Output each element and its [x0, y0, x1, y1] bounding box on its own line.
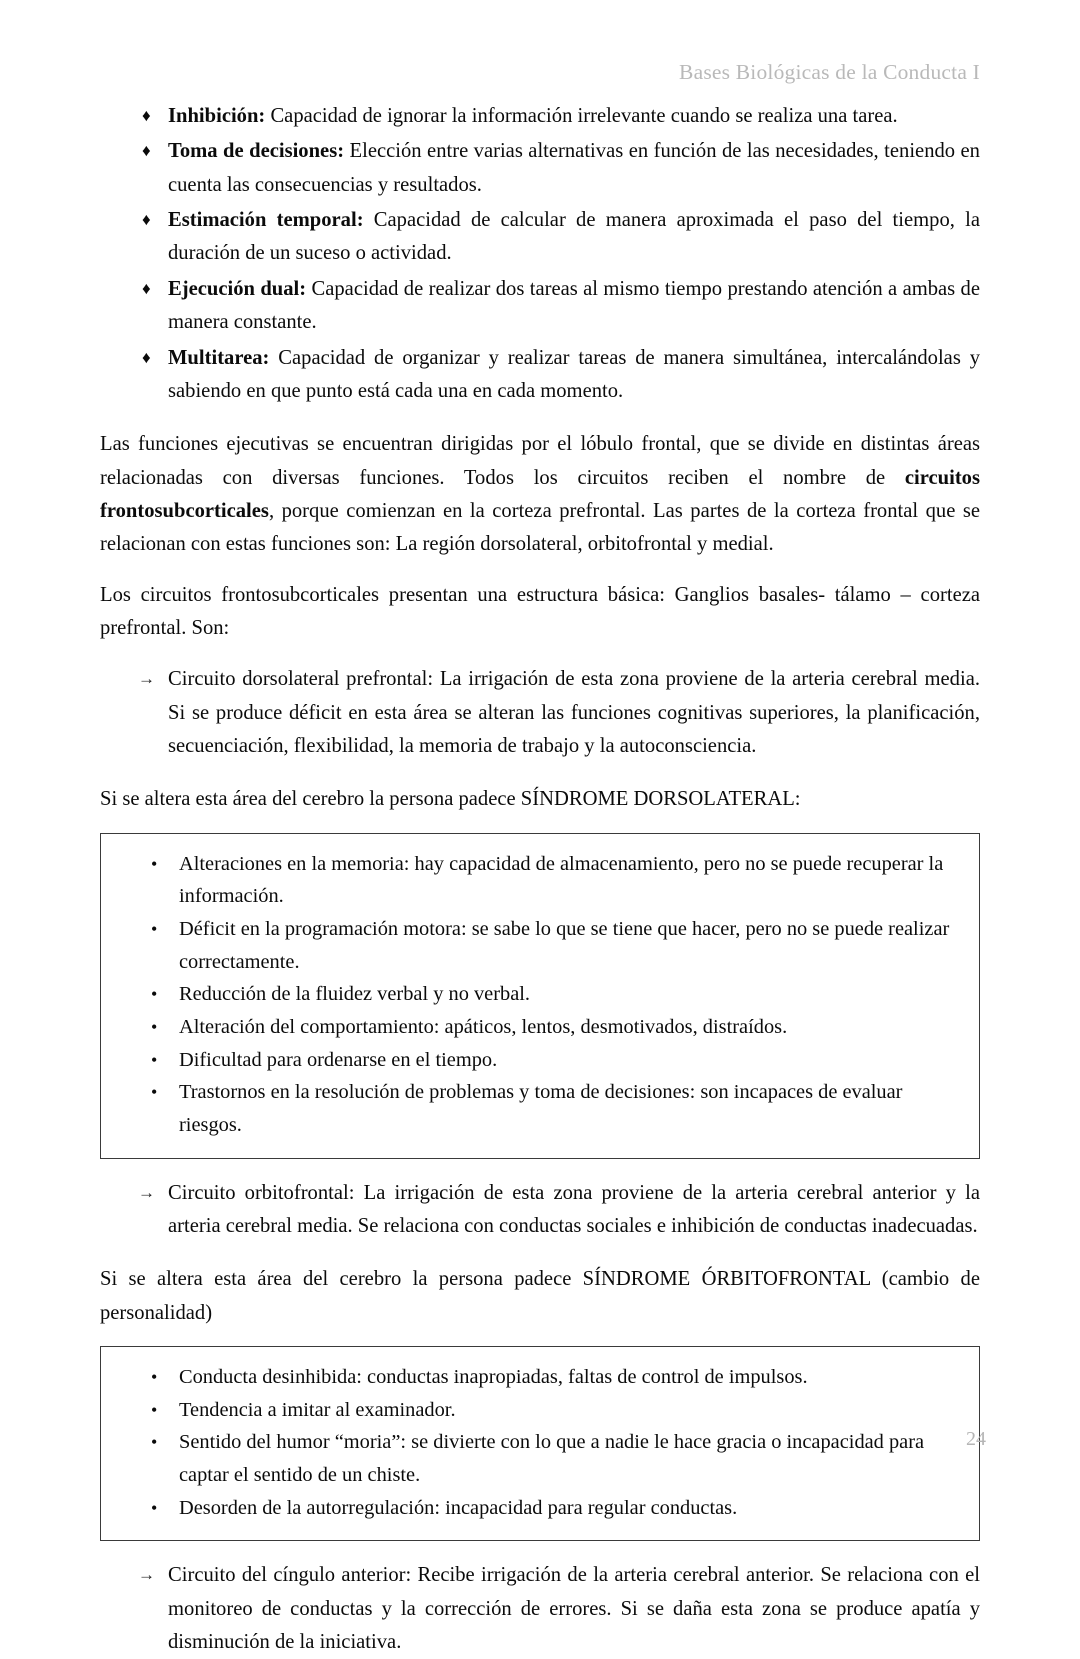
round-bullet-icon: • [151, 1497, 158, 1518]
page-number: 24 [966, 1428, 986, 1450]
arrow-bullet-icon: → [138, 1565, 155, 1585]
orbitofrontal-syndrome-box [100, 1346, 980, 1541]
circuit-list-cingulate [100, 1559, 980, 1659]
list-item-term: Ejecución dual: [168, 277, 307, 300]
list-item [100, 663, 980, 763]
round-bullet-icon: • [151, 853, 158, 874]
list-item [100, 273, 980, 340]
paragraph-dorsolateral-intro: Si se altera esta área del cerebro la persona padece SÍNDROME DORSOLATERAL: [100, 788, 801, 811]
paragraph-orbitofrontal-intro: Si se altera esta área del cerebro la persona padece SÍNDROME ÓRBITOFRONTAL (cambio de personalidad) [100, 1268, 980, 1324]
list-item [100, 342, 980, 409]
list-item [101, 1361, 961, 1394]
round-bullet-icon: • [151, 1399, 158, 1420]
circuit-list-orbitofrontal [100, 1177, 980, 1244]
list-item-term: Toma de decisiones: [168, 140, 345, 163]
symptom-text: Sentido del humor “moria”: se divierte con lo que a nadie le hace gracia o incapacidad para captar el sentido de un chiste. [179, 1431, 925, 1486]
list-item [101, 1011, 961, 1044]
circuit-description: Circuito dorsolateral prefrontal: La irrigación de esta zona proviene de la arteria cerebral media. Si se produce déficit en esta área se alteran las funciones cognitivas superiores, la planificación, secuenciación, flexibilidad, la memoria de trabajo y la autoconsciencia. [168, 668, 980, 758]
dorsolateral-symptom-list [101, 848, 961, 1142]
running-header: Bases Biológicas de la Conducta I [679, 60, 980, 84]
paragraph-basic-structure: Los circuitos frontosubcorticales presentan una estructura básica: Ganglios basales- tálamo – corteza prefrontal. Son: [100, 583, 980, 640]
list-item-definition: Capacidad de realizar dos tareas al mismo tiempo prestando atención a ambas de manera constante. [168, 277, 980, 334]
paragraph-text-part1: Las funciones ejecutivas se encuentran dirigidas por el lóbulo frontal, que se divide en distintas áreas relacionadas con diversas funciones. Todos los circuitos reciben el nombre de [100, 433, 980, 489]
list-item [101, 1426, 961, 1491]
paragraph-text-part2: , porque comienzan en la corteza prefrontal. Las partes de la corteza frontal que se relacionan con estas funciones son: La región dorsolateral, orbitofrontal y medial. [100, 499, 980, 556]
list-item [100, 1177, 980, 1244]
executive-functions-list [100, 100, 980, 408]
round-bullet-icon: • [151, 1017, 158, 1038]
list-item [101, 913, 961, 978]
diamond-bullet-icon: ♦ [142, 141, 151, 161]
round-bullet-icon: • [151, 1049, 158, 1070]
page-content [100, 100, 980, 1659]
symptom-text: Déficit en la programación motora: se sabe lo que se tiene que hacer, pero no se puede realizar correctamente. [179, 918, 950, 973]
round-bullet-icon: • [151, 1432, 158, 1453]
orbitofrontal-symptom-list [101, 1361, 961, 1524]
circuit-list-dorsolateral [100, 663, 980, 763]
circuit-description: Circuito del cíngulo anterior: Recibe irrigación de la arteria cerebral anterior. Se relaciona con el monitoreo de conductas y la corrección de errores. Si se daña esta zona se produce apatía y disminución de la iniciativa. [168, 1564, 980, 1653]
list-item [100, 100, 980, 133]
round-bullet-icon: • [151, 1367, 158, 1388]
arrow-bullet-icon: → [138, 669, 155, 689]
symptom-text: Trastornos en la resolución de problemas y toma de decisiones: son incapaces de evaluar riesgos. [179, 1081, 903, 1136]
list-item-definition: Capacidad de ignorar la información irrelevante cuando se realiza una tarea. [265, 105, 898, 127]
diamond-bullet-icon: ♦ [142, 347, 151, 367]
list-item-definition: Capacidad de organizar y realizar tareas de manera simultánea, intercalándolas y sabiendo en que punto está cada una en cada momento. [168, 346, 980, 402]
list-item-definition: Elección entre varias alternativas en función de las necesidades, teniendo en cuenta las consecuencias y resultados. [168, 140, 980, 196]
list-item [100, 135, 980, 202]
diamond-bullet-icon: ♦ [142, 210, 151, 230]
paragraph-frontal-lobe [100, 428, 980, 561]
round-bullet-icon: • [151, 919, 158, 940]
diamond-bullet-icon: ♦ [142, 278, 151, 298]
symptom-text: Desorden de la autorregulación: incapacidad para regular conductas. [179, 1496, 738, 1519]
list-item [101, 1492, 961, 1525]
list-item [101, 848, 961, 913]
list-item-term: Inhibición: [168, 105, 266, 127]
circuit-description: Circuito orbitofrontal: La irrigación de esta zona proviene de la arteria cerebral anterior y la arteria cerebral media. Se relaciona con conductas sociales e inhibición de conductas inadecuadas. [168, 1181, 980, 1237]
list-item-term: Estimación temporal: [168, 209, 364, 232]
symptom-text: Dificultad para ordenarse en el tiempo. [179, 1048, 498, 1071]
dorsolateral-syndrome-box [100, 833, 980, 1159]
symptom-text: Alteraciones en la memoria: hay capacidad de almacenamiento, pero no se puede recuperar la información. [179, 852, 944, 908]
list-item [101, 1394, 961, 1427]
list-item-definition: Capacidad de calcular de manera aproximada el paso del tiempo, la duración de un suceso o actividad. [168, 209, 980, 265]
diamond-bullet-icon: ♦ [142, 106, 151, 125]
paragraph-bold-term: circuitos frontosubcorticales [100, 466, 980, 522]
list-item [100, 1559, 980, 1659]
symptom-text: Conducta desinhibida: conductas inapropiadas, faltas de control de impulsos. [179, 1366, 808, 1389]
symptom-text: Reducción de la fluidez verbal y no verbal. [179, 983, 531, 1006]
symptom-text: Alteración del comportamiento: apáticos, lentos, desmotivados, distraídos. [179, 1016, 788, 1039]
list-item [100, 204, 980, 271]
list-item-term: Multitarea: [168, 346, 270, 369]
arrow-bullet-icon: → [138, 1182, 155, 1202]
list-item [101, 1076, 961, 1141]
symptom-text: Tendencia a imitar al examinador. [179, 1398, 456, 1421]
round-bullet-icon: • [151, 984, 158, 1005]
list-item [101, 978, 961, 1011]
list-item [101, 1044, 961, 1077]
round-bullet-icon: • [151, 1082, 158, 1103]
